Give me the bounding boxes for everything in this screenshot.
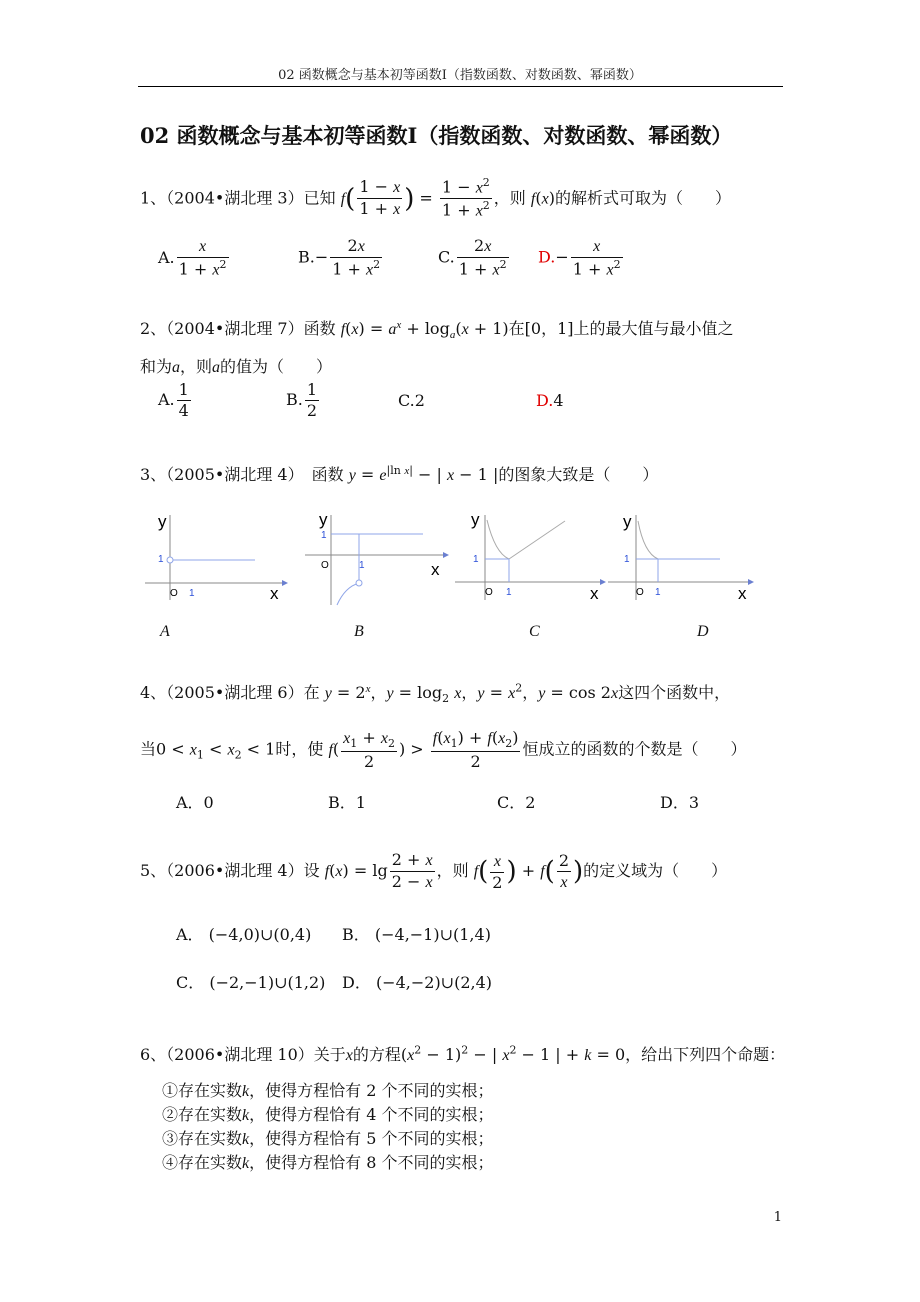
graph-c-y-label: y — [471, 510, 480, 529]
question-2-line2: 和为a，则a的值为（ ） — [140, 357, 333, 376]
page-header: 02 函数概念与基本初等函数Ⅰ（指数函数、对数函数、幂函数） — [278, 68, 642, 83]
page-title: 02 函数概念与基本初等函数Ⅰ（指数函数、对数函数、幂函数） — [140, 123, 733, 148]
q5-option-c: C． (−2,−1)∪(1,2) — [176, 973, 326, 992]
question-1: 1、（2004•湖北理 3）已知 f( $\frac{1 - x}{1 + x}$ ) = $\frac{1 - x^2}{1 + x^2}$ ，则 f(x)的解析式可取为（ ） — [140, 176, 731, 220]
svg-text:O: O — [170, 588, 178, 599]
q2-option-a: A. $\frac{1}{4}$ — [158, 380, 189, 420]
q4-option-c: C．2 — [497, 793, 536, 812]
q1-option-d: D.− $\frac{x}{1 + x^2}$ — [538, 238, 621, 279]
q6-item-3: ③存在实数k，使得方程恰有 5 个不同的实根； — [162, 1129, 494, 1148]
q6-item-4: ④存在实数k，使得方程恰有 8 个不同的实根； — [162, 1153, 494, 1172]
graph-d-x-label: x — [738, 584, 747, 603]
graph-a-x-label: x — [270, 584, 279, 603]
question-4: 4、（2005•湖北理 6）在 $y = 2^x$，$y = \log_2 x$，$y = x^2$，y = cos 2x这四个函数中， — [140, 681, 731, 706]
svg-text:O: O — [321, 560, 329, 571]
question-4-line2: 当$0 < x_1 < x_2 < 1$时，使 f( $\frac{x_1 + x_2}{2}$ ) > $\frac{f(x_1) + f(x_2)}{2}$ 恒成立的函数的个数是（ ） — [140, 728, 747, 771]
q1-option-c: C. $\frac{2x}{1 + x^2}$ — [438, 236, 507, 279]
graph-b-y-label: y — [319, 510, 328, 529]
svg-text:1: 1 — [506, 587, 512, 598]
graph-d-y-label: y — [623, 512, 632, 531]
page-number: 1 — [773, 1210, 782, 1225]
svg-text:1: 1 — [189, 588, 195, 599]
q6-item-2: ②存在实数k，使得方程恰有 4 个不同的实根； — [162, 1105, 494, 1124]
svg-text:1: 1 — [624, 554, 630, 565]
svg-text:1: 1 — [321, 530, 327, 541]
graph-a-label: A — [160, 623, 170, 640]
graph-b-x-label: x — [431, 560, 440, 579]
graph-a-y-label: y — [158, 512, 167, 531]
graph-d-label: D — [697, 623, 709, 640]
graph-d — [608, 505, 763, 605]
graph-c — [455, 505, 610, 605]
q1-option-b: B.− $\frac{2x}{1 + x^2}$ — [298, 236, 381, 279]
question-5: 5、（2006•湖北理 4）设 f(x) = lg $\frac{2 + x}{2 - x}$ ，则 f( $\frac{x}{2}$ ) + f( $\frac{2}{x}$ )的定义域为（ ） — [140, 850, 728, 892]
question-3: 3、（2005•湖北理 4） 函数 $y = e^{|ln x|}$ − | x − 1 |的图象大致是（ ） — [140, 463, 659, 484]
graph-c-label: C — [529, 623, 540, 640]
q5-option-d: D． (−4,−2)∪(2,4) — [342, 973, 493, 992]
svg-text:O: O — [636, 587, 644, 598]
graph-b — [305, 505, 455, 610]
graph-b-label: B — [354, 623, 364, 640]
q1-options — [158, 236, 231, 280]
q5-option-a: A． (−4,0)∪(0,4) — [176, 925, 312, 944]
q6-item-1: ①存在实数k，使得方程恰有 2 个不同的实根； — [162, 1081, 494, 1100]
q4-option-b: B．1 — [328, 793, 366, 812]
svg-text:1: 1 — [158, 554, 164, 565]
header-rule — [138, 86, 783, 87]
svg-text:1: 1 — [359, 560, 365, 571]
q4-option-d: D．3 — [660, 793, 700, 812]
question-6: 6、（2006•湖北理 10）关于x的方程$(x^2 - 1)^2$ − | $x^2 - 1$ | + k = 0，给出下列四个命题： — [140, 1043, 786, 1064]
question-2: 2、（2004•湖北理 7）函数 $f(x) = a^x + \log_a(x + 1)$在[0，1]上的最大值与最小值之 — [140, 318, 734, 342]
q1-option-a: A. $\frac{x}{1 + x^2}$ — [158, 238, 227, 279]
q5-option-b: B． (−4,−1)∪(1,4) — [342, 925, 491, 944]
graph-c-x-label: x — [590, 584, 599, 603]
svg-text:1: 1 — [655, 587, 661, 598]
q2-option-b: B. $\frac{1}{2}$ — [286, 380, 318, 420]
q2-option-c: C.2 — [398, 391, 425, 410]
svg-text:O: O — [485, 587, 493, 598]
q4-option-a: A．0 — [176, 793, 214, 812]
q2-option-d: D.4 — [536, 391, 564, 410]
graph-a — [140, 505, 290, 605]
svg-text:1: 1 — [473, 554, 479, 565]
